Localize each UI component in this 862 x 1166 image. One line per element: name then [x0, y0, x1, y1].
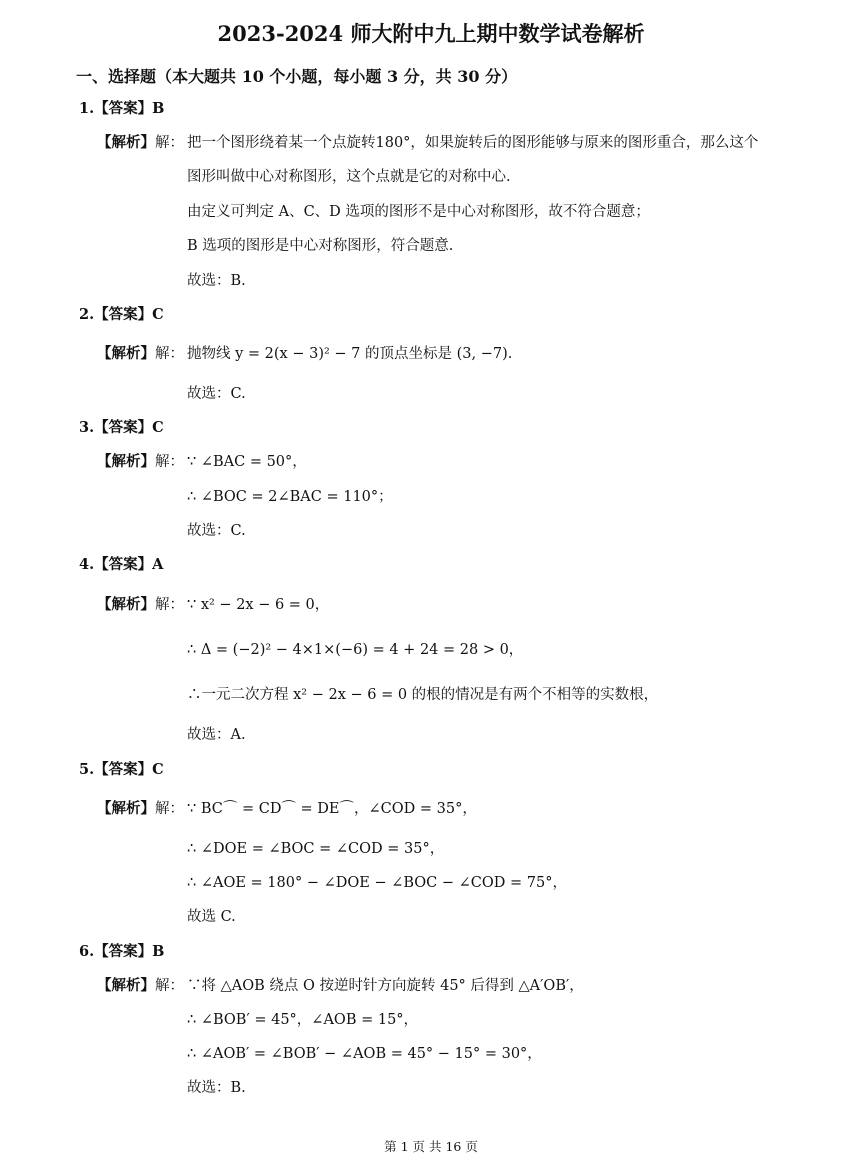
explain-line: ∴ ∠AOB′ = ∠BOB′ − ∠AOB = 45° − 15° = 30°， [187, 1046, 542, 1062]
explain-label-2: 【解析】解： [97, 345, 184, 362]
explain-line: ∴一元二次方程 x² − 2x − 6 = 0 的根的情况是有两个不相等的实数根， [187, 687, 659, 703]
explain-line: 把一个图形绕着某一个点旋转180°，如果旋转后的图形能够与原来的图形重合，那么这个 [187, 135, 759, 151]
explain-label-4: 【解析】解： [97, 596, 184, 613]
answer-2: 2.【答案】C [79, 306, 164, 323]
explain-line: 故选：A. [187, 727, 246, 743]
answer-6: 6.【答案】B [79, 943, 165, 960]
explain-line: 故选：B. [187, 273, 246, 289]
explain-line: B 选项的图形是中心对称图形，符合题意. [187, 238, 454, 254]
explain-label-3: 【解析】解： [97, 453, 184, 470]
answer-3: 3.【答案】C [79, 419, 164, 436]
explain-line: ∴ ∠AOE = 180° − ∠DOE − ∠BOC − ∠COD = 75°， [187, 875, 567, 891]
explain-line: 故选：C. [187, 523, 246, 539]
explain-line: 抛物线 y = 2(x − 3)² − 7 的顶点坐标是 (3, −7). [187, 346, 513, 362]
explain-line: ∵ BC⌒ = CD⌒ = DE⌒，∠COD = 35°， [187, 801, 477, 817]
explain-line: ∴ ∠DOE = ∠BOC = ∠COD = 35°， [187, 841, 445, 857]
explain-line: 故选 C. [187, 909, 236, 925]
explain-line: ∴ ∠BOC = 2∠BAC = 110°； [187, 489, 393, 505]
explain-line: ∴ ∠BOB′ = 45°，∠AOB = 15°， [187, 1012, 419, 1028]
answer-5: 5.【答案】C [79, 761, 164, 778]
page-title: 2023-2024 师大附中九上期中数学试卷解析 [217, 21, 645, 46]
explain-line: 故选：C. [187, 386, 246, 402]
answer-4: 4.【答案】A [79, 556, 164, 573]
explain-line: 图形叫做中心对称图形，这个点就是它的对称中心. [187, 169, 511, 185]
explain-line: ∵ x² − 2x − 6 = 0， [187, 597, 330, 613]
explain-line: 由定义可判定 A、C、D 选项的图形不是中心对称图形，故不符合题意； [187, 204, 650, 220]
explain-label-5: 【解析】解： [97, 800, 184, 817]
page-footer: 第 1 页 共 16 页 [384, 1139, 478, 1154]
explain-label-1: 【解析】解： [97, 134, 184, 151]
explain-line: ∵ ∠BAC = 50°， [187, 454, 307, 470]
answer-1: 1.【答案】B [79, 100, 165, 117]
explain-line: ∴ Δ = (−2)² − 4×1×(−6) = 4 + 24 = 28 > 0， [187, 642, 524, 658]
explain-line: ∵将 △AOB 绕点 O 按逆时针方向旋转 45° 后得到 △A′OB′， [187, 978, 584, 994]
section-heading: 一、选择题（本大题共 10 个小题，每小题 3 分，共 30 分） [76, 67, 518, 86]
explain-line: 故选：B. [187, 1080, 246, 1096]
explain-label-6: 【解析】解： [97, 977, 184, 994]
